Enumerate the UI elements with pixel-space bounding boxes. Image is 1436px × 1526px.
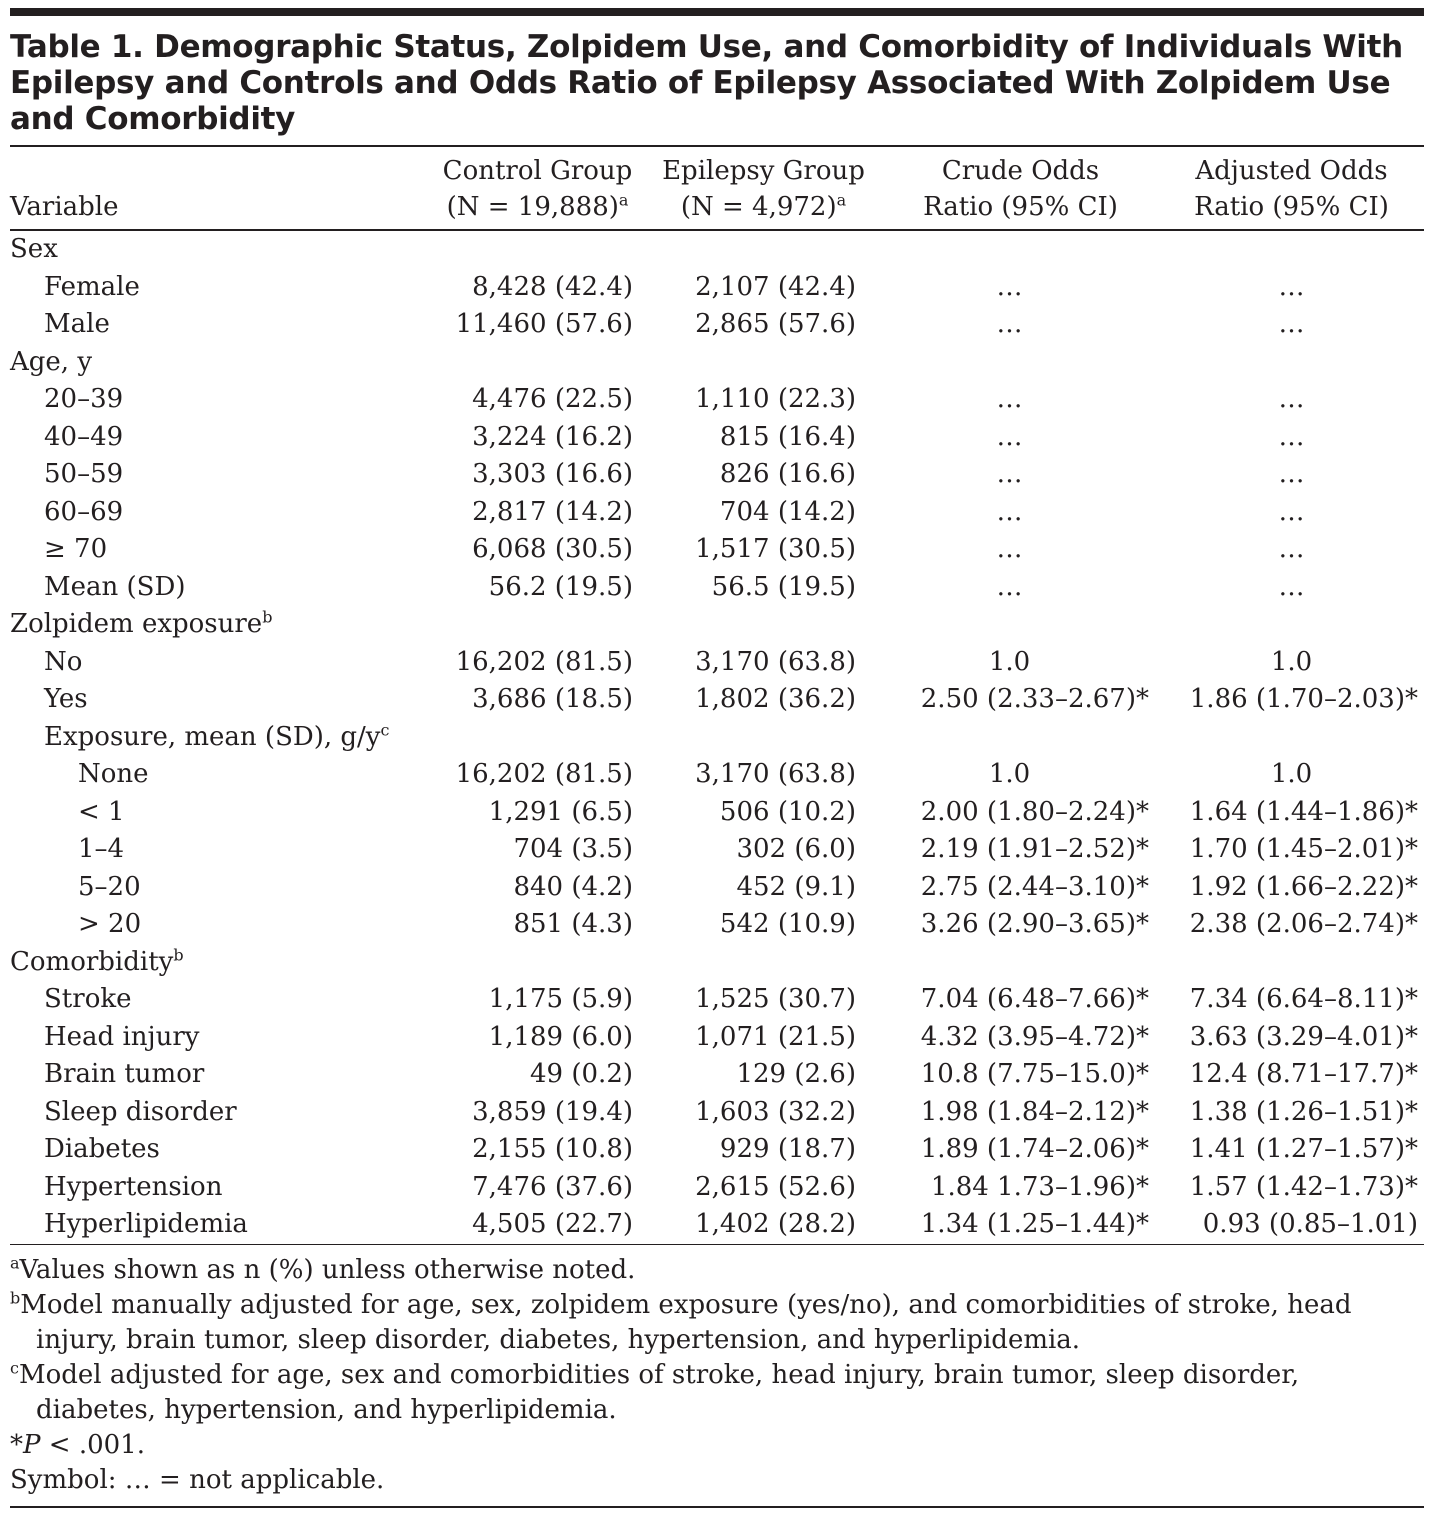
cell-crude-or: 2.75 (2.44–3.10)* [920, 871, 1149, 902]
table-row [10, 344, 1424, 382]
cell-variable: Female [44, 271, 140, 302]
header-adjusted-or: Adjusted Odds Ratio (95% CI) [1194, 156, 1389, 222]
cell-control: 6,068 (30.5) [472, 534, 633, 564]
cell-epilepsy: 302 (6.0) [736, 834, 856, 864]
cell-crude-or: … [996, 571, 1023, 602]
header-control: Control Group (N = 19,888)$^a$ [442, 156, 633, 222]
cell-adjusted-or [1159, 344, 1424, 382]
cell-adjusted-or [1159, 606, 1424, 644]
cell-control: 2,155 (10.8) [472, 1134, 633, 1164]
cell-adjusted-or: 12.4 (8.71–17.7)* [1189, 1059, 1418, 1089]
cell-control: 4,476 (22.5) [472, 384, 633, 414]
cell-crude-or: … [996, 271, 1023, 302]
cell-epilepsy [645, 344, 882, 382]
cell-control: 1,175 (5.9) [488, 984, 633, 1014]
cell-variable: Head injury [44, 1021, 200, 1052]
cell-epilepsy [645, 231, 882, 269]
cell-epilepsy: 2,107 (42.4) [695, 271, 856, 302]
table-row [10, 306, 1424, 344]
table-body [10, 231, 1424, 1244]
cell-adjusted-or: … [1278, 571, 1305, 602]
cell-control [430, 944, 645, 982]
table-row [10, 794, 1424, 832]
cell-control: 3,303 (16.6) [472, 459, 633, 489]
cell-epilepsy [645, 606, 882, 644]
table-row [10, 231, 1424, 269]
cell-control: 851 (4.3) [513, 909, 633, 939]
cell-control [430, 719, 645, 757]
data-table [10, 147, 1424, 1244]
cell-adjusted-or: 1.57 (1.42–1.73)* [1189, 1171, 1418, 1202]
header-row [10, 147, 1424, 229]
table-row [10, 419, 1424, 457]
cell-crude-or: … [996, 496, 1023, 527]
cell-adjusted-or: … [1278, 534, 1305, 564]
cell-control: 1,189 (6.0) [488, 1021, 633, 1052]
cell-variable: < 1 [78, 796, 125, 827]
cell-variable: Stroke [44, 984, 132, 1014]
cell-epilepsy: 3,170 (63.8) [695, 646, 856, 677]
cell-control: 4,505 (22.7) [472, 1209, 633, 1239]
table-row [10, 1169, 1424, 1207]
cell-variable: Exposure, mean (SD), $g/y^c$ [44, 719, 390, 752]
cell-crude-or: 2.50 (2.33–2.67)* [920, 684, 1149, 714]
cell-epilepsy [645, 719, 882, 757]
cell-crude-or: … [996, 384, 1023, 414]
cell-variable: 50–59 [44, 459, 124, 489]
cell-epilepsy: 2,865 (57.6) [695, 309, 856, 339]
cell-crude-or [882, 719, 1159, 757]
table-row [10, 381, 1424, 419]
cell-adjusted-or: 1.0 [1270, 646, 1313, 677]
cell-crude-or [882, 231, 1159, 269]
cell-adjusted-or [1159, 719, 1424, 757]
table-bottom-rule [10, 1244, 1424, 1246]
cell-epilepsy: 815 (16.4) [719, 421, 856, 452]
cell-crude-or: 2.00 (1.80–2.24)* [920, 796, 1149, 827]
cell-variable: Hyperlipidemia [44, 1209, 248, 1239]
cell-adjusted-or: 1.86 (1.70–2.03)* [1189, 684, 1418, 714]
table-row [10, 1019, 1424, 1057]
table-row [10, 606, 1424, 644]
cell-control [430, 606, 645, 644]
cell-epilepsy: 826 (16.6) [719, 459, 856, 489]
table-row [10, 719, 1424, 757]
cell-control: 2,817 (14.2) [472, 496, 633, 527]
table-row [10, 1206, 1424, 1244]
cell-adjusted-or: 1.41 (1.27–1.57)* [1189, 1134, 1418, 1164]
cell-variable: Yes [44, 684, 88, 714]
table-row [10, 531, 1424, 569]
footnotes [10, 1253, 1424, 1498]
table-row [10, 1056, 1424, 1094]
table-row [10, 756, 1424, 794]
cell-crude-or: 4.32 (3.95–4.72)* [920, 1021, 1149, 1052]
cell-control: 1,291 (6.5) [488, 796, 633, 827]
cell-adjusted-or: 7.34 (6.64–8.11)* [1189, 984, 1418, 1014]
cell-adjusted-or [1159, 944, 1424, 982]
cell-crude-or: 1.84 1.73–1.96)* [930, 1171, 1149, 1202]
cell-control: 49 (0.2) [530, 1059, 633, 1089]
cell-crude-or: 1.89 (1.74–2.06)* [920, 1134, 1149, 1164]
cell-epilepsy: 506 (10.2) [719, 796, 856, 827]
table-row [10, 981, 1424, 1019]
cell-control: 11,460 (57.6) [455, 309, 633, 339]
cell-crude-or: … [996, 534, 1023, 564]
cell-variable: Zolpidem exposure$^b$ [10, 607, 273, 639]
cell-epilepsy: 1,402 (28.2) [695, 1209, 856, 1239]
cell-control: 3,859 (19.4) [472, 1096, 633, 1127]
cell-control: 16,202 (81.5) [455, 759, 633, 789]
cell-epilepsy: 1,071 (21.5) [695, 1021, 856, 1052]
cell-control: 8,428 (42.4) [472, 271, 633, 302]
cell-variable: Comorbidity$^b$ [10, 944, 184, 977]
cell-epilepsy: 2,615 (52.6) [695, 1171, 856, 1202]
cell-adjusted-or [1159, 231, 1424, 269]
cell-variable: 1–4 [78, 834, 125, 864]
cell-epilepsy: 129 (2.6) [736, 1059, 856, 1089]
cell-adjusted-or: 2.38 (2.06–2.74)* [1189, 909, 1418, 939]
cell-control: 3,686 (18.5) [472, 684, 633, 714]
footnote-c: $^c$Model adjusted for age, sex and comorbidities of stroke, head injury, brain tumor, sleep disorder, diabetes, hypertension, and hyperlipidemia. [10, 1358, 1300, 1425]
cell-crude-or: 3.26 (2.90–3.65)* [920, 909, 1149, 939]
table-row [10, 494, 1424, 532]
cell-crude-or: … [996, 309, 1023, 339]
cell-crude-or: 2.19 (1.91–2.52)* [920, 834, 1149, 864]
cell-variable: Sleep disorder [44, 1096, 237, 1127]
table-row [10, 456, 1424, 494]
table-row [10, 644, 1424, 682]
cell-crude-or [882, 944, 1159, 982]
cell-adjusted-or: 1.92 (1.66–2.22)* [1189, 871, 1418, 902]
table-row [10, 906, 1424, 944]
cell-adjusted-or: … [1278, 309, 1305, 339]
cell-epilepsy: 929 (18.7) [719, 1134, 856, 1164]
cell-epilepsy: 1,802 (36.2) [695, 684, 856, 714]
cell-variable: Sex [10, 234, 58, 264]
table-row [10, 944, 1424, 982]
table-title: Table 1. Demographic Status, Zolpidem Use, and Comorbidity of Individuals With Epilepsy and Controls and Odds Ratio of Epilepsy Associated With Zolpidem Use and Comorbidity [10, 29, 1403, 137]
cell-variable: 5–20 [78, 871, 141, 902]
cell-variable: Age, y [10, 346, 93, 377]
cell-epilepsy: 542 (10.9) [719, 909, 856, 939]
cell-adjusted-or: … [1278, 496, 1305, 527]
cell-control: 56.2 (19.5) [488, 571, 633, 602]
table-row [10, 1131, 1424, 1169]
cell-crude-or: 1.0 [988, 759, 1031, 789]
cell-adjusted-or: 1.0 [1270, 759, 1313, 789]
header-epilepsy: Epilepsy Group (N = 4,972)$^a$ [662, 156, 865, 222]
top-rule [10, 8, 1424, 16]
cell-crude-or: … [996, 421, 1023, 452]
table-row [10, 869, 1424, 907]
cell-control [430, 231, 645, 269]
cell-control: 3,224 (16.2) [472, 421, 633, 452]
cell-epilepsy: 452 (9.1) [736, 871, 856, 902]
cell-epilepsy: 56.5 (19.5) [711, 571, 856, 602]
cell-control [430, 344, 645, 382]
table-figure [10, 8, 1424, 1508]
cell-variable: Diabetes [44, 1134, 160, 1164]
cell-adjusted-or: … [1278, 384, 1305, 414]
cell-variable: Mean (SD) [44, 571, 186, 602]
cell-adjusted-or: 0.93 (0.85–1.01) [1202, 1209, 1418, 1239]
header-variable: Variable [10, 192, 119, 222]
table-row [10, 569, 1424, 607]
cell-crude-or: 1.0 [988, 646, 1031, 677]
cell-epilepsy: 3,170 (63.8) [695, 759, 856, 789]
cell-epilepsy: 1,517 (30.5) [695, 534, 856, 564]
cell-variable: Hypertension [44, 1171, 223, 1202]
cell-variable: 60–69 [44, 496, 124, 527]
cell-epilepsy: 1,525 (30.7) [695, 984, 856, 1014]
cell-epilepsy: 1,603 (32.2) [695, 1096, 856, 1127]
cell-variable: No [44, 646, 83, 677]
table-row [10, 831, 1424, 869]
cell-epilepsy: 704 (14.2) [719, 496, 856, 527]
cell-variable: 40–49 [44, 421, 124, 452]
cell-variable: None [78, 759, 149, 789]
table-row [10, 269, 1424, 307]
cell-control: 704 (3.5) [513, 834, 633, 864]
cell-variable: 20–39 [44, 384, 124, 414]
bottom-rule [10, 1506, 1424, 1508]
footnote-symbol: Symbol: … = not applicable. [10, 1465, 385, 1495]
cell-adjusted-or: … [1278, 421, 1305, 452]
header-crude-or: Crude Odds Ratio (95% CI) [923, 156, 1118, 222]
cell-variable: ≥ 70 [44, 534, 108, 564]
cell-crude-or [882, 606, 1159, 644]
footnote-b: $^b$Model manually adjusted for age, sex, zolpidem exposure (yes/no), and comorbidities of stroke, head injury, brain tumor, sleep disorder, diabetes, hypertension, and hyperlipidemia. [10, 1288, 1352, 1355]
cell-control: 16,202 (81.5) [455, 646, 633, 677]
table-row [10, 681, 1424, 719]
cell-epilepsy [645, 944, 882, 982]
cell-crude-or: 1.98 (1.84–2.12)* [920, 1096, 1149, 1127]
footnote-a: $^a$Values shown as n (%) unless otherwise noted. [10, 1253, 636, 1285]
cell-variable: > 20 [78, 909, 142, 939]
cell-crude-or: 7.04 (6.48–7.66)* [920, 984, 1149, 1014]
cell-crude-or: 1.34 (1.25–1.44)* [920, 1209, 1149, 1239]
cell-adjusted-or: 1.70 (1.45–2.01)* [1189, 834, 1418, 864]
footnote-p: *P < .001. [10, 1430, 145, 1460]
cell-variable: Male [44, 309, 110, 339]
cell-control: 840 (4.2) [513, 871, 633, 902]
cell-control: 7,476 (37.6) [472, 1171, 633, 1202]
cell-crude-or: 10.8 (7.75–15.0)* [920, 1059, 1149, 1089]
cell-adjusted-or: … [1278, 271, 1305, 302]
cell-adjusted-or: … [1278, 459, 1305, 489]
cell-epilepsy: 1,110 (22.3) [695, 384, 856, 414]
cell-crude-or [882, 344, 1159, 382]
table-row [10, 1094, 1424, 1132]
cell-adjusted-or: 1.38 (1.26–1.51)* [1189, 1096, 1418, 1127]
cell-adjusted-or: 1.64 (1.44–1.86)* [1189, 796, 1418, 827]
cell-adjusted-or: 3.63 (3.29–4.01)* [1189, 1021, 1418, 1052]
cell-variable: Brain tumor [44, 1059, 205, 1089]
cell-crude-or: … [996, 459, 1023, 489]
